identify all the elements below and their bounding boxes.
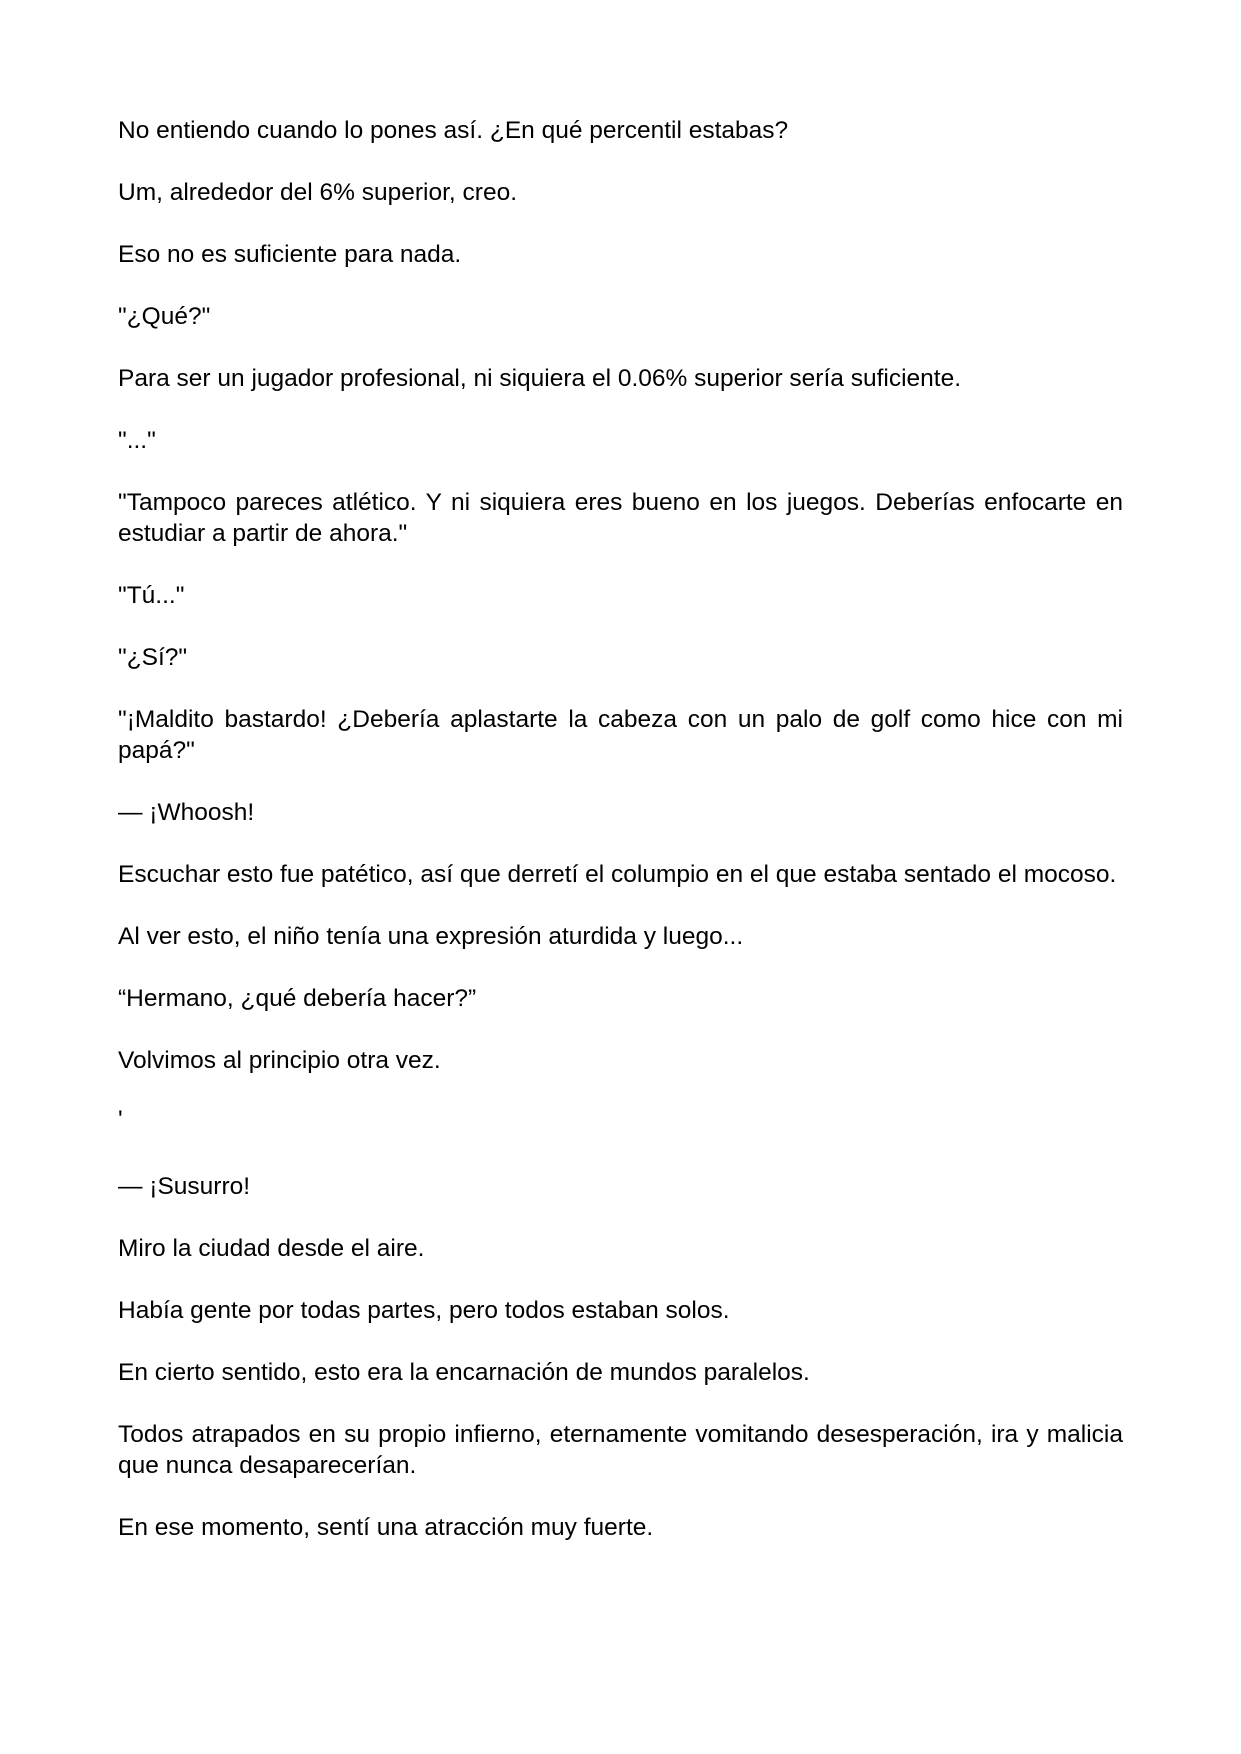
paragraph-12: Escuchar esto fue patético, así que derretí el columpio en el que estaba sentado el mocoso.: [118, 861, 1117, 888]
paragraph-21: Todos atrapados en su propio infierno, eternamente vomitando desesperación, ira y malicia que nunca desaparecerían.: [118, 1421, 1130, 1479]
paragraph-5: Para ser un jugador profesional, ni siquiera el 0.06% superior sería suficiente.: [118, 365, 962, 392]
paragraph-13: Al ver esto, el niño tenía una expresión aturdida y luego...: [118, 923, 744, 950]
paragraph-6: "...": [118, 427, 156, 454]
paragraph-20: En cierto sentido, esto era la encarnación de mundos paralelos.: [118, 1359, 810, 1386]
paragraph-4: "¿Qué?": [118, 303, 211, 330]
scene-break-mark: ': [118, 1106, 123, 1133]
paragraph-10: "¡Maldito bastardo! ¿Debería aplastarte la cabeza con un palo de golf como hice con mi papá?": [118, 706, 1130, 764]
paragraph-11: — ¡Whoosh!: [118, 799, 255, 826]
paragraph-17: — ¡Susurro!: [118, 1173, 251, 1200]
document-page: [118, 115, 1130, 1574]
paragraph-15: Volvimos al principio otra vez.: [118, 1047, 441, 1074]
paragraph-9: "¿Sí?": [118, 644, 188, 671]
paragraph-19: Había gente por todas partes, pero todos estaban solos.: [118, 1297, 730, 1324]
paragraph-7: "Tampoco pareces atlético. Y ni siquiera eres bueno en los juegos. Deberías enfocarte en estudiar a partir de ahora.": [118, 489, 1130, 547]
paragraph-18: Miro la ciudad desde el aire.: [118, 1235, 425, 1262]
paragraph-2: Um, alrededor del 6% superior, creo.: [118, 179, 517, 206]
paragraph-1: No entiendo cuando lo pones así. ¿En qué percentil estabas?: [118, 117, 789, 144]
paragraph-14: “Hermano, ¿qué debería hacer?”: [118, 985, 477, 1012]
paragraph-3: Eso no es suficiente para nada.: [118, 241, 462, 268]
paragraph-8: "Tú...": [118, 582, 185, 609]
paragraph-22: En ese momento, sentí una atracción muy fuerte.: [118, 1514, 654, 1541]
